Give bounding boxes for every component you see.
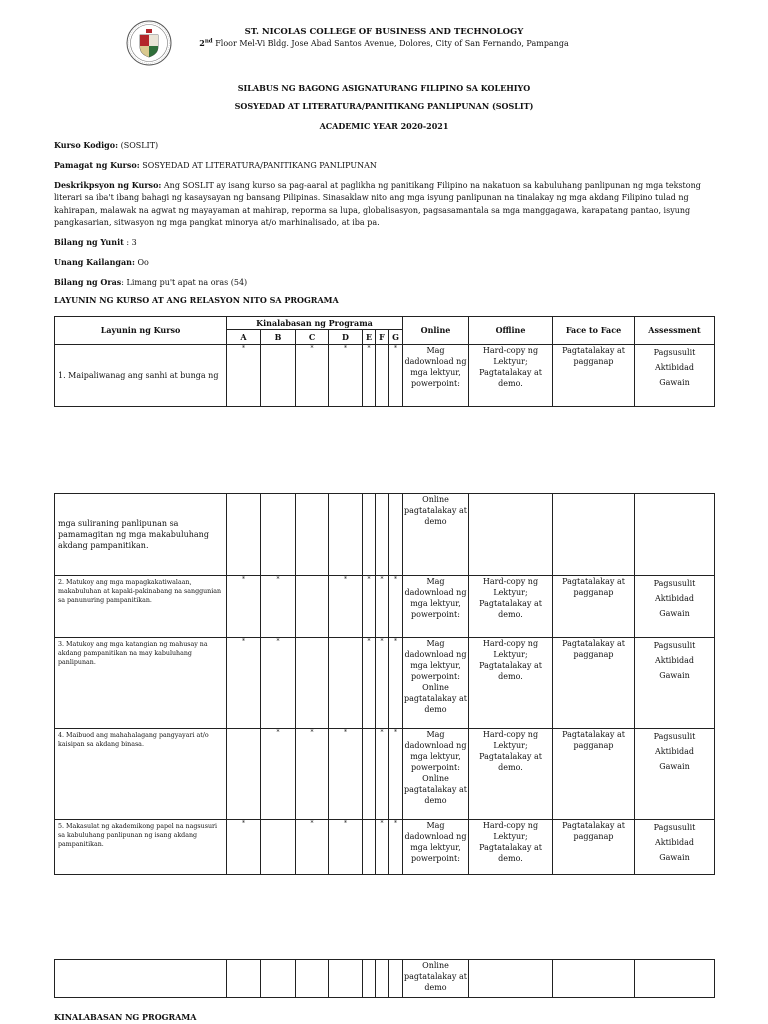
assessment-item: Aktibidad [654, 838, 695, 847]
mark-cell [363, 820, 376, 875]
assessment-item: Aktibidad [654, 747, 695, 756]
mark-cell: * [329, 729, 363, 820]
assessment-item: Pagsusulit [653, 348, 696, 357]
assessment-item: Aktibidad [654, 594, 695, 603]
mark-cell: * [329, 576, 363, 638]
course-code [54, 139, 714, 152]
course-units-value: : 3 [123, 238, 137, 247]
school-address [0, 38, 768, 48]
mark-cell: * [376, 638, 389, 729]
objective-cell: 5. Makasulat ng akademikong papel na nagsusuri sa kabuluhang panlipunan ng isang akdang pampanitikan. [55, 820, 227, 875]
mark-cell: * [296, 820, 329, 875]
footer-section-title: KINALABASAN NG PROGRAMA [54, 1012, 197, 1022]
offline-cell: Hard-copy ng Lektyur; Pagtatalakay at demo. [469, 820, 553, 875]
address-text: Floor Mel-Vi Bldg. Jose Abad Santos Avenue, Dolores, City of San Fernando, Pampanga [212, 39, 569, 48]
mark-cell [376, 345, 389, 407]
mark-cell [261, 820, 296, 875]
assessment-cell [635, 345, 715, 407]
table-row [55, 729, 715, 820]
online-cell: Mag dadownload ng mga lektyur, powerpoint: Online pagtatalakay at demo [403, 638, 469, 729]
objective-cell: 1. Maipaliwanag ang sanhi at bunga ng [55, 345, 227, 407]
mark-cell: * [329, 345, 363, 407]
assessment-item: Gawain [659, 609, 690, 618]
mark-cell: * [296, 345, 329, 407]
mark-cell: * [389, 638, 403, 729]
section-title: LAYUNIN NG KURSO AT ANG RELASYON NITO SA PROGRAMA [54, 295, 339, 305]
course-prerequisite-value: Oo [134, 258, 149, 267]
f2f-cell: Pagtatalakay at pagganap [553, 729, 635, 820]
course-name-label: Pamagat ng Kurso: [54, 160, 140, 170]
header-col-e: E [363, 330, 376, 345]
mark-cell: * [363, 638, 376, 729]
course-description-value: Ang SOSLIT ay isang kurso sa pag-aaral at paglikha ng panitikang Filipino na nakatuon sa kabuluhang panlipunan ng mga tekstong literari sa iba't ibang bahagi ng kasaysayan ng bansang Pilipinas. Sinasaklaw nito ang mga isyung panlipunan na tinalakay ng mga akdang Filipino tulad ng kahirapan, malawak na agwat ng mayayaman at mahirap, reporma sa lupa, globalisasyon, pagsasamantala sa mga manggagawa, karapatang pantao, isyung pangkasarian, sitwasyon ng mga pangkat minorya at/o marhinalisado, at iba pa. [54, 181, 701, 227]
online-cell: Online pagtatalakay at demo [403, 960, 469, 998]
mark-cell: * [376, 729, 389, 820]
course-hours [54, 276, 714, 289]
mark-cell: * [363, 576, 376, 638]
assessment-item: Gawain [659, 853, 690, 862]
header-col-f: F [376, 330, 389, 345]
header-program-outcomes: Kinalabasan ng Programa [227, 317, 403, 330]
address-floor: 2 [199, 38, 205, 48]
online-cell: Online pagtatalakay at demo [403, 494, 469, 576]
academic-year: ACADEMIC YEAR 2020-2021 [319, 121, 449, 131]
mark-cell: * [389, 729, 403, 820]
course-name [54, 159, 714, 172]
table-row [55, 494, 715, 576]
mark-cell: * [261, 576, 296, 638]
course-hours-label: Bilang ng Oras [54, 277, 122, 287]
f2f-cell: Pagtatalakay at pagganap [553, 345, 635, 407]
address-floor-suffix: nd [204, 38, 213, 45]
course-code-value: (SOSLIT) [118, 141, 159, 150]
offline-cell: Hard-copy ng Lektyur; Pagtatalakay at demo. [469, 576, 553, 638]
mark-cell: * [227, 345, 261, 407]
assessment-item: Aktibidad [654, 363, 695, 372]
assessment-cell [635, 638, 715, 729]
mark-cell: * [376, 576, 389, 638]
online-cell: Mag dadownload ng mga lektyur, powerpoint: [403, 345, 469, 407]
header-assessment: Assessment [635, 317, 715, 345]
course-description-label: Deskrikpsyon ng Kurso: [54, 180, 162, 190]
header-col-g: G [389, 330, 403, 345]
header-col-c: C [296, 330, 329, 345]
header-col-d: D [329, 330, 363, 345]
offline-cell: Hard-copy ng Lektyur; Pagtatalakay at demo. [469, 638, 553, 729]
course-full-title: SOSYEDAD AT LITERATURA/PANITIKANG PANLIPUNAN (SOSLIT) [234, 101, 534, 111]
mark-cell: * [363, 345, 376, 407]
f2f-cell: Pagtatalakay at pagganap [553, 576, 635, 638]
objective-cell: mga suliraning panlipunan sa pamamagitan ng mga makabuluhang akdang pampanitikan. [55, 494, 227, 576]
header-col-a: A [227, 330, 261, 345]
objective-cell: 4. Maibuod ang mahahalagang pangyayari at/o kaisipan sa akdang binasa. [55, 729, 227, 820]
mark-cell [296, 576, 329, 638]
header-objective: Layunin ng Kurso [55, 317, 227, 345]
mark-cell [261, 345, 296, 407]
mark-cell [363, 729, 376, 820]
f2f-cell: Pagtatalakay at pagganap [553, 820, 635, 875]
course-prerequisite [54, 256, 714, 269]
course-units-label: Bilang ng Yunit [54, 237, 124, 247]
assessment-cell [635, 820, 715, 875]
header-online: Online [403, 317, 469, 345]
course-units [54, 236, 714, 249]
table-row [55, 345, 715, 407]
assessment-item: Pagsusulit [653, 641, 696, 650]
mark-cell: * [296, 729, 329, 820]
objective-cell: 3. Matukoy ang mga katangian ng mahusay na akdang pampanitikan na may kabuluhang panlipunan. [55, 638, 227, 729]
course-name-value: SOSYEDAD AT LITERATURA/PANITIKANG PANLIPUNAN [139, 161, 377, 170]
course-hours-value: : Limang pu't apat na oras (54) [121, 278, 248, 287]
f2f-cell: Pagtatalakay at pagganap [553, 638, 635, 729]
online-cell: Mag dadownload ng mga lektyur, powerpoint: [403, 576, 469, 638]
mark-cell: * [389, 820, 403, 875]
table-row [55, 638, 715, 729]
course-prerequisite-label: Unang Kailangan: [54, 257, 135, 267]
assessment-item: Gawain [659, 378, 690, 387]
mark-cell: * [227, 820, 261, 875]
online-cell: Mag dadownload ng mga lektyur, powerpoint: [403, 820, 469, 875]
assessment-item: Aktibidad [654, 656, 695, 665]
table-row [55, 820, 715, 875]
mark-cell [329, 638, 363, 729]
assessment-item: Gawain [659, 671, 690, 680]
mark-cell: * [389, 576, 403, 638]
assessment-cell [635, 576, 715, 638]
offline-cell: Hard-copy ng Lektyur; Pagtatalakay at demo. [469, 729, 553, 820]
course-description [54, 179, 714, 229]
header-offline: Offline [469, 317, 553, 345]
mark-cell: * [261, 638, 296, 729]
offline-cell: Hard-copy ng Lektyur; Pagtatalakay at demo. [469, 345, 553, 407]
online-cell: Mag dadownload ng mga lektyur, powerpoint: Online pagtatalakay at demo [403, 729, 469, 820]
mark-cell: * [227, 638, 261, 729]
mark-cell: * [389, 345, 403, 407]
objectives-table [54, 316, 715, 407]
syllabus-title: SILABUS NG BAGONG ASIGNATURANG FILIPINO SA KOLEHIYO [237, 83, 531, 93]
objectives-table-continued-2 [54, 959, 715, 998]
course-code-label: Kurso Kodigo: [54, 140, 119, 150]
mark-cell: * [376, 820, 389, 875]
header-face-to-face: Face to Face [553, 317, 635, 345]
table-row [55, 960, 715, 998]
table-row [55, 576, 715, 638]
mark-cell [227, 729, 261, 820]
assessment-item: Pagsusulit [653, 823, 696, 832]
objective-cell: 2. Matukoy ang mga mapagkakatiwalaan, makabuluhan at kapaki-pakinabang na sanggunian sa panunuring pampanitikan. [55, 576, 227, 638]
school-name: ST. NICOLAS COLLEGE OF BUSINESS AND TECHNOLOGY [244, 27, 524, 37]
assessment-item: Gawain [659, 762, 690, 771]
mark-cell [296, 638, 329, 729]
assessment-item: Pagsusulit [653, 732, 696, 741]
mark-cell: * [329, 820, 363, 875]
objectives-table-continued [54, 493, 715, 875]
assessment-item: Pagsusulit [653, 579, 696, 588]
mark-cell: * [261, 729, 296, 820]
header-col-b: B [261, 330, 296, 345]
mark-cell: * [227, 576, 261, 638]
assessment-cell [635, 729, 715, 820]
